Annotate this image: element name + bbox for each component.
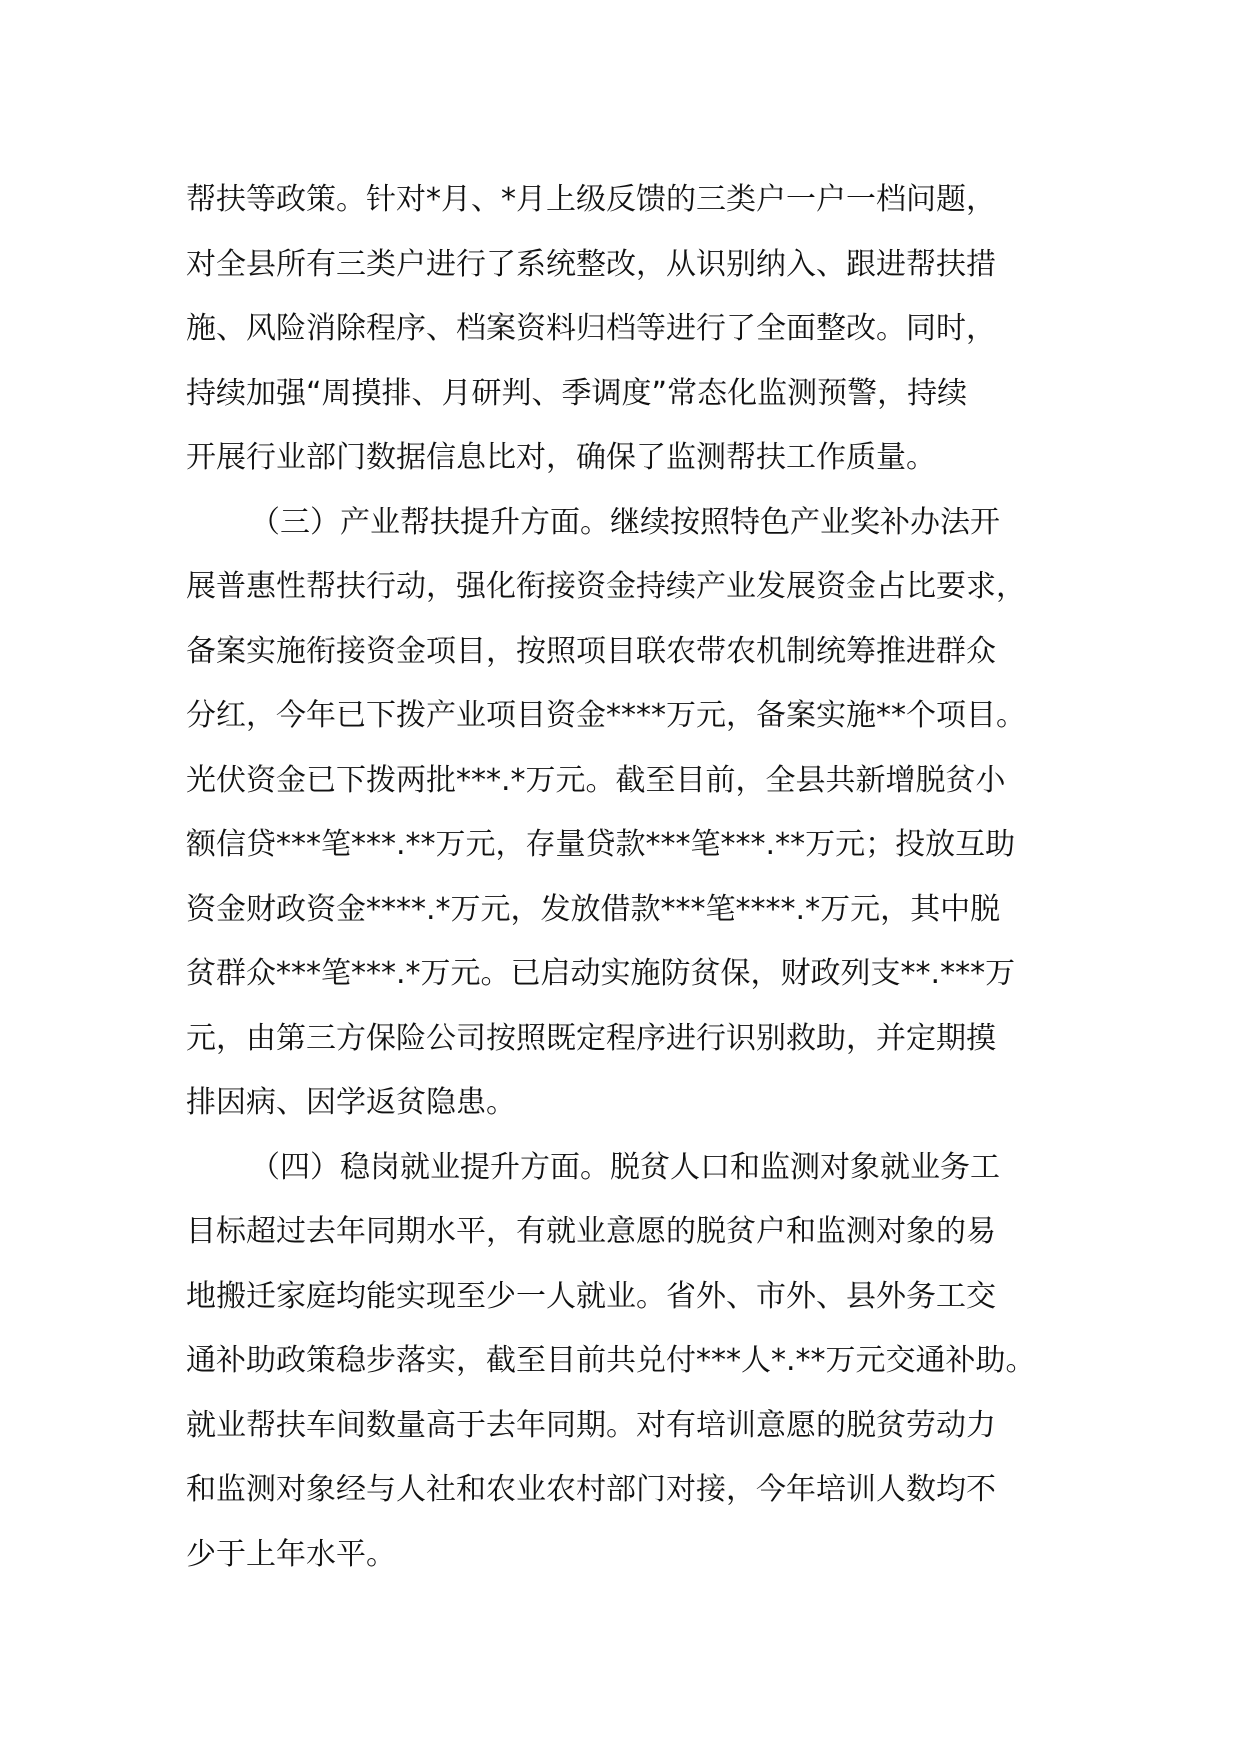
body-line: 目标超过去年同期水平，有就业意愿的脱贫户和监测对象的易 [186,1214,996,1249]
body-line: 就业帮扶车间数量高于去年同期。对有培训意愿的脱贫劳动力 [186,1407,996,1443]
body-line: 对全县所有三类户进行了系统整改，从识别纳入、跟进帮扶措 [186,246,996,282]
body-line: 资金财政资金****.*万元，发放借款***笔****.*万元，其中脱 [186,891,1001,927]
body-line: 少于上年水平。 [186,1536,396,1572]
body-line: 光伏资金已下拨两批***.*万元。截至目前，全县共新增脱贫小 [186,762,1006,798]
body-line: 排因病、因学返贫隐患。 [186,1085,516,1120]
body-line: 持续加强“周摸排、月研判、季调度”常态化监测预警，持续 [186,375,968,411]
body-line: 分红，今年已下拨产业项目资金****万元，备案实施**个项目。 [186,698,1026,733]
body-line: 和监测对象经与人社和农业农村部门对接，今年培训人数均不 [186,1472,996,1507]
body-line: 备案实施衔接资金项目，按照项目联农带农机制统筹推进群众 [186,633,996,669]
document-body [186,168,1086,1587]
body-line: 展普惠性帮扶行动，强化衔接资金持续产业发展资金占比要求， [186,569,1026,604]
body-line: 施、风险消除程序、档案资料归档等进行了全面整改。同时， [186,311,996,346]
body-line: 帮扶等政策。针对*月、*月上级反馈的三类户一户一档问题， [186,182,996,217]
body-line: 通补助政策稳步落实，截至目前共兑付***人*.**万元交通补助。 [186,1343,1036,1378]
section-heading-line: （四）稳岗就业提升方面。脱贫人口和监测对象就业务工 [250,1149,1000,1185]
body-line: 元，由第三方保险公司按照既定程序进行识别救助，并定期摸 [186,1020,996,1056]
body-line: 额信贷***笔***.**万元，存量贷款***笔***.**万元；投放互助 [186,827,1016,862]
section-heading-line: （三）产业帮扶提升方面。继续按照特色产业奖补办法开 [250,504,1000,540]
body-line: 开展行业部门数据信息比对，确保了监测帮扶工作质量。 [186,440,936,475]
body-line: 贫群众***笔***.*万元。已启动实施防贫保，财政列支**.***万 [186,956,1016,991]
body-line: 地搬迁家庭均能实现至少一人就业。省外、市外、县外务工交 [186,1278,996,1314]
